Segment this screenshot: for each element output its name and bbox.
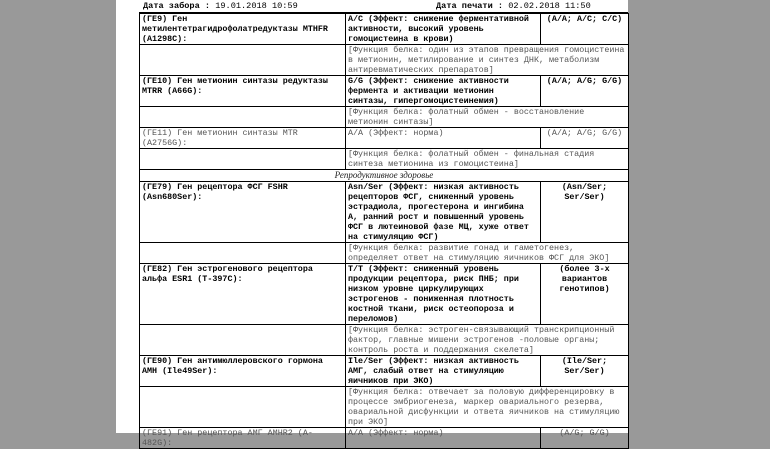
- empty-cell: [140, 107, 346, 128]
- genotypes-cell: (Asn/Ser; Ser/Ser): [541, 182, 629, 243]
- genotypes-cell: (A/A; A/G; G/G): [541, 128, 629, 149]
- table-row: [140, 264, 629, 325]
- gene-cell: (ГЕ82) Ген эстрогенового рецептора альфа ESR1 (T-397C):: [140, 264, 346, 325]
- empty-cell: [140, 243, 346, 264]
- gene-cell: (ГЕ79) Ген рецептора ФСГ FSHR (Asn680Ser):: [140, 182, 346, 243]
- effect-cell: A/A (Эффект: норма): [346, 128, 541, 149]
- section-row: [140, 170, 629, 182]
- genotypes-cell: (A/A; A/G; G/G): [541, 76, 629, 107]
- table-row: [140, 387, 629, 428]
- function-cell: [Функция белка: отвечает за половую дифференцировку в процессе эмбриогенеза, маркер овариального резерва, овариальной дисфункции и ответа яичников на стимуляцию при ЭКО]: [346, 387, 629, 428]
- section-title: Репродуктивное здоровье: [140, 170, 629, 182]
- effect-cell: A/A (Эффект: норма): [346, 428, 541, 449]
- table-row: [140, 428, 629, 449]
- collect-date-value: 19.01.2018 10:59: [215, 1, 298, 11]
- table-row: [140, 107, 629, 128]
- function-cell: [Функция белка: фолатный обмен - финальная стадия синтеза метионина из гомоцистеина]: [346, 149, 629, 170]
- effect-cell: Ile/Ser (Эффект: низкая активность АМГ, слабый ответ на стимуляцию яичников при ЭКО): [346, 356, 541, 387]
- empty-cell: [140, 387, 346, 428]
- gene-cell: (ГЕ10) Ген метионин синтазы редуктазы MTRR (A66G):: [140, 76, 346, 107]
- gene-cell: (ГЕ9) Ген метилентетрагидрофолатредуктазы MTHFR (A1298C):: [140, 14, 346, 45]
- genotypes-cell: (более 3-х вариантов генотипов): [541, 264, 629, 325]
- table-row: [140, 14, 629, 45]
- function-cell: [Функция белка: фолатный обмен - восстановление метионин синтазы]: [346, 107, 629, 128]
- table-row: [140, 243, 629, 264]
- effect-cell: A/C (Эффект: снижение ферментативной активности, высокий уровень гомоцистеина в крови): [346, 14, 541, 45]
- table-row: [140, 149, 629, 170]
- report-header: [139, 0, 628, 13]
- results-table: [139, 13, 629, 449]
- print-date-value: 02.02.2018 11:50: [508, 1, 591, 11]
- gene-cell: (ГЕ11) Ген метионин синтазы MTR (A2756G):: [140, 128, 346, 149]
- report-page: [116, 0, 628, 448]
- genotypes-cell: (A/G; G/G): [541, 428, 629, 449]
- gene-cell: (ГЕ91) Ген рецептора АМГ AMHR2 (A-482G):: [140, 428, 346, 449]
- collect-date-label: Дата забора :: [143, 1, 211, 11]
- table-row: [140, 128, 629, 149]
- genotypes-cell: (A/A; A/C; C/C): [541, 14, 629, 45]
- gene-cell: (ГЕ90) Ген антимюллеровского гормона АМН (Ile49Ser):: [140, 356, 346, 387]
- table-row: [140, 182, 629, 243]
- print-date-label: Дата печати :: [436, 1, 504, 11]
- effect-cell: G/G (Эффект: снижение активности фермента и активации метионин синтазы, гипергомоцистеинемия): [346, 76, 541, 107]
- print-date-field: [436, 0, 591, 12]
- table-row: [140, 45, 629, 76]
- function-cell: [Функция белка: один из этапов превращения гомоцистеина в метионин, метилирование и синтез ДНК, метаболизм антиревматических препаратов]: [346, 45, 629, 76]
- empty-cell: [140, 149, 346, 170]
- collect-date-field: [143, 0, 298, 12]
- table-row: [140, 76, 629, 107]
- genotypes-cell: (Ile/Ser; Ser/Ser): [541, 356, 629, 387]
- table-row: [140, 325, 629, 356]
- effect-cell: Asn/Ser (Эффект: низкая активность рецепторов ФСГ, сниженный уровень эстрадиола, прогестерона и ингибина А, ранний рост и повышенный уровень ФСГ в лютеиновой фазе МЦ, хуже ответ на стимуляцию ФСГ): [346, 182, 541, 243]
- function-cell: [Функция белка: развитие гонад и гаметогенез, определяет ответ на стимуляцию яичников ФСГ для ЭКО]: [346, 243, 629, 264]
- function-cell: [Функция белка: эстроген-связывающий транскрипционный фактор, главные мишени эстрогенов -половые органы; контроль роста и поддержания скелета]: [346, 325, 629, 356]
- table-row: [140, 356, 629, 387]
- empty-cell: [140, 45, 346, 76]
- effect-cell: T/T (Эффект: сниженный уровень продукции рецептора, риск ПНБ; при низком уровне циркулирующих эстрогенов - пониженная плотность костной ткани, риск остеопороза и переломов): [346, 264, 541, 325]
- empty-cell: [140, 325, 346, 356]
